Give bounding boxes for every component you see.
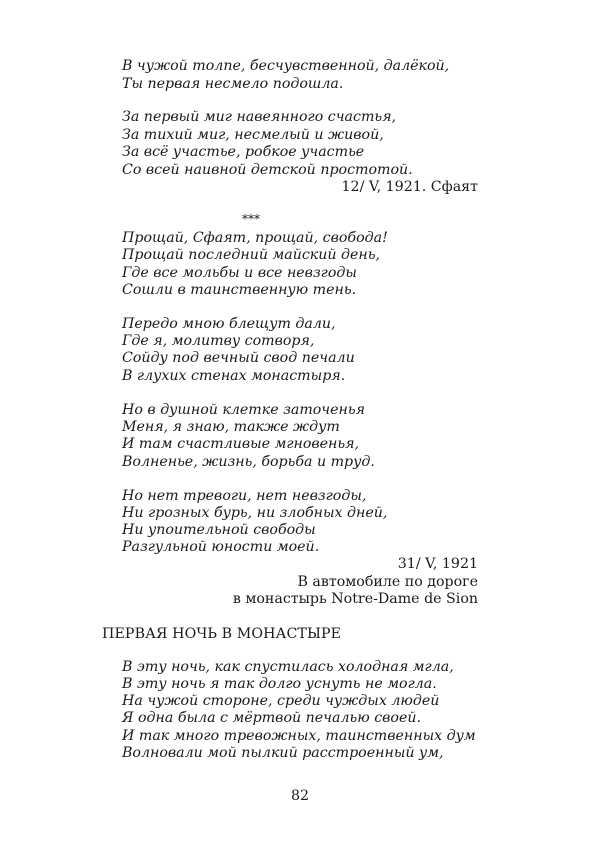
- poem2-place: в монастырь Notre-Dame de Sion: [232, 591, 478, 607]
- poem2-date: 31/ V, 1921: [397, 556, 478, 572]
- poem1-date: 12/ V, 1921. Сфаят: [341, 179, 478, 195]
- poem3-line: Я одна была с мёртвой печалью своей.: [122, 710, 421, 726]
- poem2-line: Разгульной юности моей.: [122, 539, 320, 555]
- poem1-line: В чужой толпе, бесчувственной, далёкой,: [122, 58, 450, 74]
- poem2-line: Но нет тревоги, нет невзгоды,: [122, 488, 367, 504]
- poem2-place: В автомобиле по дороге: [297, 574, 478, 590]
- poem2-line: Сошли в таинственную тень.: [122, 282, 357, 298]
- poem1-line: За тихий миг, несмелый и живой,: [122, 127, 384, 143]
- poem2-line: Сойду под вечный свод печали: [122, 350, 355, 366]
- poem3-line: В эту ночь, как спустилась холодная мгла,: [122, 659, 454, 675]
- poem2-line: Где я, молитву сотворя,: [122, 333, 315, 349]
- poem1-line: За первый миг навеянного счастья,: [122, 109, 397, 125]
- poem2-line: Передо мною блещут дали,: [122, 316, 336, 332]
- poem2-line: Ни грозных бурь, ни злобных дней,: [122, 505, 388, 521]
- poem1-line: Ты первая несмело подошла.: [122, 76, 344, 92]
- section-separator: ***: [242, 212, 260, 226]
- poem2-line: Но в душной клетке заточенья: [122, 402, 365, 418]
- poem2-line: Ни упоительной свободы: [122, 522, 316, 538]
- poem2-line: Волненье, жизнь, борьба и труд.: [122, 454, 375, 470]
- poem2-line: Где все мольбы и все невзгоды: [122, 265, 357, 281]
- poem2-line: И там счастливые мгновенья,: [122, 436, 360, 452]
- section-title: ПЕРВАЯ НОЧЬ В МОНАСТЫРЕ: [102, 626, 342, 642]
- poem2-line: Прощай, Сфаят, прощай, свобода!: [122, 230, 388, 246]
- poem2-line: В глухих стенах монастыря.: [122, 368, 346, 384]
- poem3-line: В эту ночь я так долго уснуть не могла.: [122, 676, 437, 692]
- poem2-line: Меня, я знаю, также ждут: [122, 419, 340, 435]
- poem3-line: На чужой стороне, среди чуждых людей: [122, 693, 440, 709]
- page-number: 82: [290, 788, 310, 804]
- poem3-line: И так много тревожных, таинственных дум: [122, 728, 476, 744]
- poem2-line: Прощай последний майский день,: [122, 247, 381, 263]
- poem1-line: За всё участье, робкое участье: [122, 144, 365, 160]
- poem3-line: Волновали мой пылкий расстроенный ум,: [122, 745, 444, 761]
- poem1-line: Со всей наивной детской простотой.: [122, 162, 413, 178]
